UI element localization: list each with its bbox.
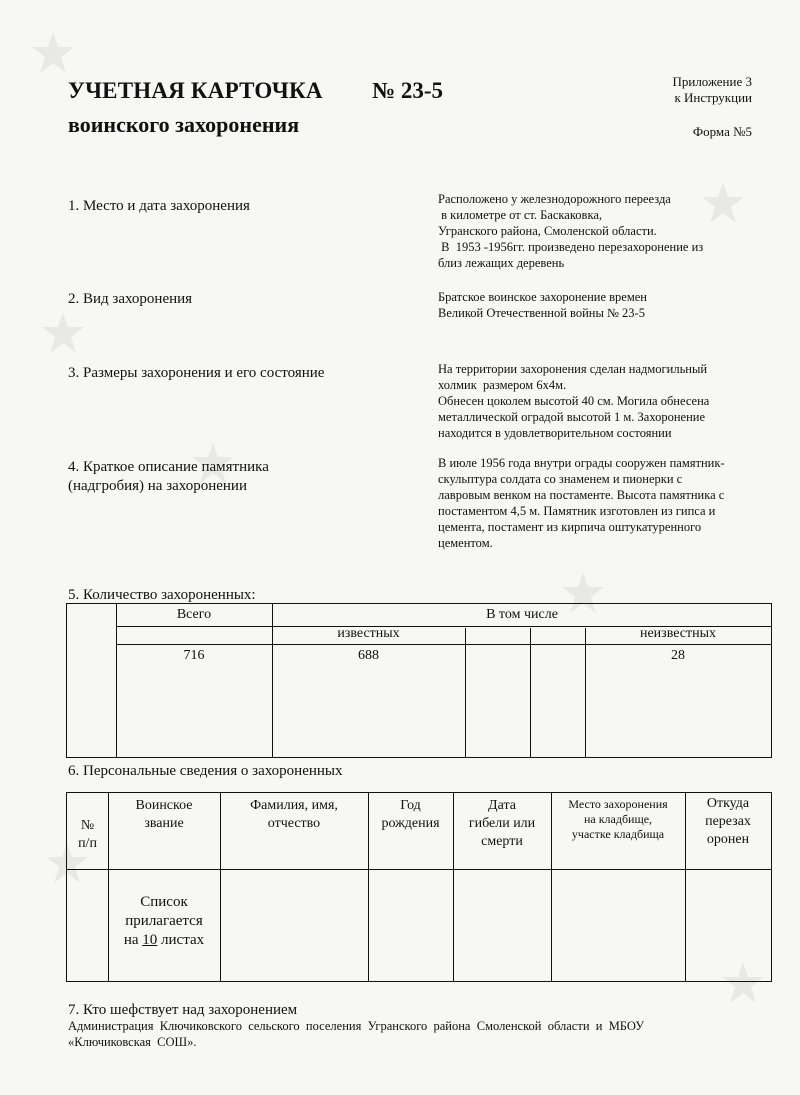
section-5-label: 5. Количество захороненных: xyxy=(68,587,256,603)
personal-info-table xyxy=(66,792,772,982)
list-attached-note: Список прилагается на 10 листах xyxy=(123,894,205,948)
sheets-count: 10 xyxy=(142,932,158,948)
form-number: Форма №5 xyxy=(692,124,752,139)
section-4-value: В июле 1956 года внутри ограды сооружен памятник- скульптура солдата со знаменем и пионерки с лавровым венком на постаменте. Высота памятника с постаментом 4,5 м. Памятник изготовлен из гипса и цемента, постамент из кирпича оштукатуренного цементом. xyxy=(438,456,725,550)
card-title: УЧЕТНАЯ КАРТОЧКА xyxy=(68,78,323,103)
section-6-label: 6. Персональные сведения о захороненных xyxy=(68,763,343,779)
star-stamp-icon xyxy=(40,310,86,356)
header-burial-place: Место захоронения на кладбище, участке кладбища xyxy=(568,797,668,841)
section-1-label: 1. Место и дата захоронения xyxy=(68,198,250,214)
header-rank: Воинское звание xyxy=(135,798,193,831)
col-known-header: известных xyxy=(337,626,400,641)
patron-text: Администрация Ключиковского сельского поселения Угранского района Смоленской области и МБОУ «Ключиковская СОШ». xyxy=(68,1019,645,1049)
appendix-note: Приложение 3 к Инструкции xyxy=(672,74,752,105)
header-death-date: Дата гибели или смерти xyxy=(468,798,536,849)
known-value: 688 xyxy=(358,648,379,663)
col-total-header: Всего xyxy=(176,607,212,622)
section-3-value: На территории захоронения сделан надмогильный холмик размером 6х4м. Обнесен цоколем высотой 40 см. Могила обнесена металлической оградой высотой 1 м. Захоронение находится в удовлетворительном состоянии xyxy=(438,362,710,440)
section-2-label: 2. Вид захоронения xyxy=(68,291,193,307)
star-stamp-icon xyxy=(30,30,76,76)
header-num: № п/п xyxy=(78,818,97,851)
col-unknown-header: неизвестных xyxy=(639,626,717,641)
header-reburied-from: Откуда перезах оронен xyxy=(705,796,751,847)
card-subtitle: воинского захоронения xyxy=(68,112,300,137)
card-number: № 23-5 xyxy=(372,78,444,103)
section-3-label: 3. Размеры захоронения и его состояние xyxy=(68,365,325,381)
total-value: 716 xyxy=(183,648,205,663)
section-7-label: 7. Кто шефствует над захоронением xyxy=(68,1002,298,1018)
header-birth-year: Год рождения xyxy=(381,798,440,831)
header-name: Фамилия, имя, отчество xyxy=(250,798,338,831)
unknown-value: 28 xyxy=(671,648,685,663)
section-1-value: Расположено у железнодорожного переезда в километре от ст. Баскаковка, Угранского района, Смоленской области. В 1953 -1956гг. произведено перезахоронение из близ лежащих деревень xyxy=(438,192,704,270)
section-4-label: 4. Краткое описание памятника (надгробия) на захоронении xyxy=(68,459,269,494)
col-including-header: В том числе xyxy=(486,607,558,622)
buried-count-table xyxy=(66,603,772,758)
section-2-value: Братское воинское захоронение времен Великой Отечественной войны № 23-5 xyxy=(438,290,647,320)
